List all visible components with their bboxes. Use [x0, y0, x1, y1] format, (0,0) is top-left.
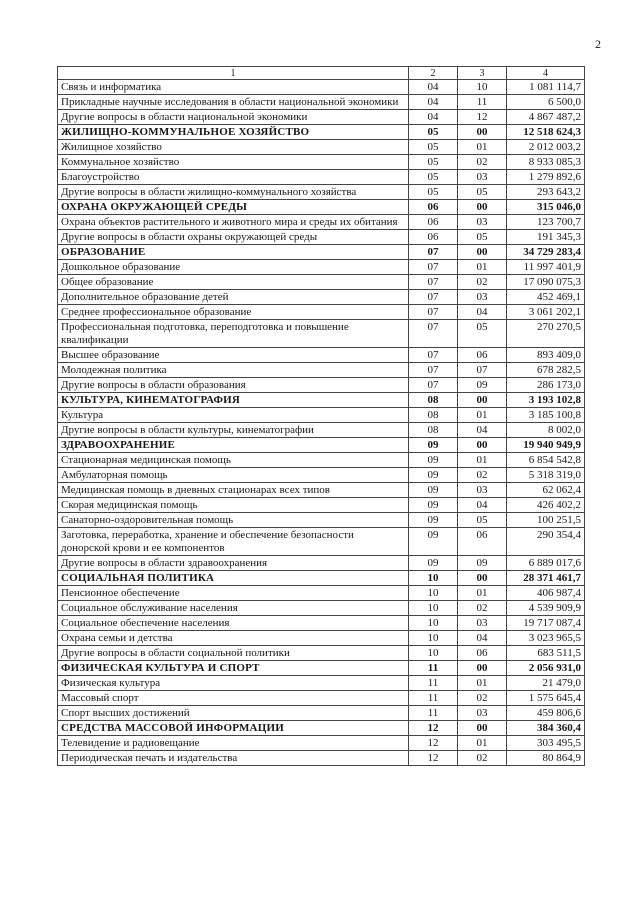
- row-section-code: 08: [409, 408, 458, 423]
- row-section-code: 09: [409, 483, 458, 498]
- table-row: [58, 483, 585, 498]
- row-subsection-code: 02: [458, 275, 507, 290]
- row-amount: 191 345,3: [507, 230, 585, 245]
- table-row: [58, 320, 585, 348]
- row-name: СОЦИАЛЬНАЯ ПОЛИТИКА: [58, 571, 409, 586]
- row-section-code: 07: [409, 363, 458, 378]
- table-row: [58, 631, 585, 646]
- table-row: [58, 408, 585, 423]
- row-section-code: 05: [409, 125, 458, 140]
- section-row: [58, 571, 585, 586]
- row-amount: 452 469,1: [507, 290, 585, 305]
- row-name: Другие вопросы в области образования: [58, 378, 409, 393]
- table-row: [58, 95, 585, 110]
- row-section-code: 12: [409, 736, 458, 751]
- table-row: [58, 260, 585, 275]
- table-row: [58, 140, 585, 155]
- row-section-code: 07: [409, 275, 458, 290]
- row-subsection-code: 06: [458, 348, 507, 363]
- row-amount: 17 090 075,3: [507, 275, 585, 290]
- row-amount: 11 997 401,9: [507, 260, 585, 275]
- row-subsection-code: 09: [458, 378, 507, 393]
- row-subsection-code: 04: [458, 423, 507, 438]
- row-name: ОХРАНА ОКРУЖАЮЩЕЙ СРЕДЫ: [58, 200, 409, 215]
- row-name: Стационарная медицинская помощь: [58, 453, 409, 468]
- row-section-code: 10: [409, 631, 458, 646]
- row-amount: 21 479,0: [507, 676, 585, 691]
- row-section-code: 12: [409, 751, 458, 766]
- row-subsection-code: 01: [458, 260, 507, 275]
- row-name: ЗДРАВООХРАНЕНИЕ: [58, 438, 409, 453]
- table-row: [58, 513, 585, 528]
- row-name: Социальное обслуживание населения: [58, 601, 409, 616]
- row-subsection-code: 06: [458, 528, 507, 556]
- row-section-code: 07: [409, 305, 458, 320]
- budget-table-body: [58, 67, 585, 766]
- row-name: Другие вопросы в области охраны окружающей среды: [58, 230, 409, 245]
- budget-table: [57, 66, 585, 766]
- row-amount: 80 864,9: [507, 751, 585, 766]
- row-name: Медицинская помощь в дневных стационарах всех типов: [58, 483, 409, 498]
- table-row: [58, 215, 585, 230]
- row-amount: 406 987,4: [507, 586, 585, 601]
- table-row: [58, 586, 585, 601]
- row-amount: 6 854 542,8: [507, 453, 585, 468]
- table-row: [58, 498, 585, 513]
- row-name: ФИЗИЧЕСКАЯ КУЛЬТУРА И СПОРТ: [58, 661, 409, 676]
- row-section-code: 05: [409, 185, 458, 200]
- row-amount: 8 002,0: [507, 423, 585, 438]
- row-subsection-code: 05: [458, 230, 507, 245]
- row-subsection-code: 00: [458, 393, 507, 408]
- row-section-code: 09: [409, 498, 458, 513]
- header-col-prz: 3: [458, 67, 507, 80]
- row-section-code: 07: [409, 320, 458, 348]
- row-subsection-code: 09: [458, 556, 507, 571]
- row-section-code: 10: [409, 646, 458, 661]
- row-amount: 893 409,0: [507, 348, 585, 363]
- table-row: [58, 348, 585, 363]
- table-row: [58, 290, 585, 305]
- table-row: [58, 528, 585, 556]
- table-row: [58, 736, 585, 751]
- row-name: Телевидение и радиовещание: [58, 736, 409, 751]
- row-subsection-code: 04: [458, 498, 507, 513]
- row-section-code: 10: [409, 601, 458, 616]
- row-section-code: 12: [409, 721, 458, 736]
- row-subsection-code: 00: [458, 125, 507, 140]
- row-amount: 123 700,7: [507, 215, 585, 230]
- page-number: 2: [595, 37, 601, 51]
- row-name: Дошкольное образование: [58, 260, 409, 275]
- row-amount: 270 270,5: [507, 320, 585, 348]
- row-amount: 28 371 461,7: [507, 571, 585, 586]
- row-subsection-code: 01: [458, 736, 507, 751]
- row-subsection-code: 00: [458, 571, 507, 586]
- table-row: [58, 751, 585, 766]
- row-subsection-code: 03: [458, 215, 507, 230]
- row-subsection-code: 03: [458, 706, 507, 721]
- row-section-code: 06: [409, 215, 458, 230]
- row-amount: 459 806,6: [507, 706, 585, 721]
- table-row: [58, 230, 585, 245]
- row-amount: 5 318 319,0: [507, 468, 585, 483]
- row-amount: 62 062,4: [507, 483, 585, 498]
- row-section-code: 09: [409, 468, 458, 483]
- table-row: [58, 676, 585, 691]
- row-amount: 303 495,5: [507, 736, 585, 751]
- table-row: [58, 453, 585, 468]
- row-section-code: 05: [409, 170, 458, 185]
- row-subsection-code: 03: [458, 616, 507, 631]
- table-row: [58, 468, 585, 483]
- row-name: Среднее профессиональное образование: [58, 305, 409, 320]
- row-subsection-code: 05: [458, 185, 507, 200]
- row-subsection-code: 04: [458, 631, 507, 646]
- row-name: Молодежная политика: [58, 363, 409, 378]
- row-subsection-code: 02: [458, 751, 507, 766]
- row-section-code: 06: [409, 230, 458, 245]
- header-col-sum: 4: [507, 67, 585, 80]
- row-amount: 286 173,0: [507, 378, 585, 393]
- row-name: Другие вопросы в области культуры, кинематографии: [58, 423, 409, 438]
- table-header-row: [58, 67, 585, 80]
- row-subsection-code: 00: [458, 661, 507, 676]
- row-amount: 6 889 017,6: [507, 556, 585, 571]
- row-name: Социальное обеспечение населения: [58, 616, 409, 631]
- row-amount: 19 940 949,9: [507, 438, 585, 453]
- row-amount: 2 012 003,2: [507, 140, 585, 155]
- row-name: Дополнительное образование детей: [58, 290, 409, 305]
- row-section-code: 05: [409, 155, 458, 170]
- row-amount: 1 575 645,4: [507, 691, 585, 706]
- row-section-code: 05: [409, 140, 458, 155]
- row-subsection-code: 01: [458, 453, 507, 468]
- table-row: [58, 691, 585, 706]
- row-amount: 290 354,4: [507, 528, 585, 556]
- row-name: Другие вопросы в области социальной политики: [58, 646, 409, 661]
- row-amount: 19 717 087,4: [507, 616, 585, 631]
- row-section-code: 09: [409, 453, 458, 468]
- row-amount: 3 061 202,1: [507, 305, 585, 320]
- row-subsection-code: 02: [458, 691, 507, 706]
- row-section-code: 07: [409, 348, 458, 363]
- section-row: [58, 661, 585, 676]
- table-row: [58, 706, 585, 721]
- table-row: [58, 363, 585, 378]
- row-name: Жилищное хозяйство: [58, 140, 409, 155]
- row-subsection-code: 11: [458, 95, 507, 110]
- row-amount: 100 251,5: [507, 513, 585, 528]
- row-subsection-code: 00: [458, 200, 507, 215]
- row-subsection-code: 02: [458, 468, 507, 483]
- row-amount: 384 360,4: [507, 721, 585, 736]
- row-amount: 12 518 624,3: [507, 125, 585, 140]
- row-section-code: 09: [409, 513, 458, 528]
- row-subsection-code: 01: [458, 586, 507, 601]
- row-name: Высшее образование: [58, 348, 409, 363]
- section-row: [58, 721, 585, 736]
- row-subsection-code: 00: [458, 245, 507, 260]
- row-subsection-code: 04: [458, 305, 507, 320]
- row-name: Прикладные научные исследования в области национальной экономики: [58, 95, 409, 110]
- row-section-code: 06: [409, 200, 458, 215]
- table-row: [58, 601, 585, 616]
- section-row: [58, 125, 585, 140]
- row-name: Общее образование: [58, 275, 409, 290]
- row-subsection-code: 01: [458, 676, 507, 691]
- row-subsection-code: 03: [458, 483, 507, 498]
- row-subsection-code: 05: [458, 320, 507, 348]
- row-section-code: 11: [409, 661, 458, 676]
- row-amount: 426 402,2: [507, 498, 585, 513]
- row-name: Другие вопросы в области жилищно-коммунального хозяйства: [58, 185, 409, 200]
- row-section-code: 09: [409, 438, 458, 453]
- row-section-code: 10: [409, 616, 458, 631]
- row-section-code: 07: [409, 260, 458, 275]
- row-section-code: 07: [409, 290, 458, 305]
- table-row: [58, 646, 585, 661]
- row-name: Периодическая печать и издательства: [58, 751, 409, 766]
- table-row: [58, 305, 585, 320]
- row-section-code: 04: [409, 110, 458, 125]
- row-section-code: 09: [409, 556, 458, 571]
- row-amount: 293 643,2: [507, 185, 585, 200]
- row-section-code: 08: [409, 423, 458, 438]
- row-subsection-code: 03: [458, 170, 507, 185]
- row-name: КУЛЬТУРА, КИНЕМАТОГРАФИЯ: [58, 393, 409, 408]
- row-amount: 2 056 931,0: [507, 661, 585, 676]
- header-col-rz: 2: [409, 67, 458, 80]
- row-name: Спорт высших достижений: [58, 706, 409, 721]
- row-name: Санаторно-оздоровительная помощь: [58, 513, 409, 528]
- row-name: Массовый спорт: [58, 691, 409, 706]
- row-subsection-code: 07: [458, 363, 507, 378]
- table-row: [58, 80, 585, 95]
- table-row: [58, 185, 585, 200]
- row-name: ОБРАЗОВАНИЕ: [58, 245, 409, 260]
- row-amount: 4 867 487,2: [507, 110, 585, 125]
- row-name: Охрана объектов растительного и животного мира и среды их обитания: [58, 215, 409, 230]
- table-row: [58, 110, 585, 125]
- row-name: Связь и информатика: [58, 80, 409, 95]
- row-section-code: 11: [409, 676, 458, 691]
- row-section-code: 07: [409, 378, 458, 393]
- row-name: Другие вопросы в области национальной экономики: [58, 110, 409, 125]
- row-section-code: 11: [409, 706, 458, 721]
- table-row: [58, 378, 585, 393]
- table-row: [58, 556, 585, 571]
- table-row: [58, 423, 585, 438]
- row-name: Культура: [58, 408, 409, 423]
- row-name: Скорая медицинская помощь: [58, 498, 409, 513]
- row-amount: 4 539 909,9: [507, 601, 585, 616]
- row-section-code: 09: [409, 528, 458, 556]
- row-name: Благоустройство: [58, 170, 409, 185]
- row-subsection-code: 01: [458, 408, 507, 423]
- row-amount: 8 933 085,3: [507, 155, 585, 170]
- row-name: Коммунальное хозяйство: [58, 155, 409, 170]
- row-amount: 3 023 965,5: [507, 631, 585, 646]
- row-amount: 315 046,0: [507, 200, 585, 215]
- row-name: Заготовка, переработка, хранение и обеспечение безопасности донорской крови и ее компонентов: [58, 528, 409, 556]
- row-name: ЖИЛИЩНО-КОММУНАЛЬНОЕ ХОЗЯЙСТВО: [58, 125, 409, 140]
- row-name: Физическая культура: [58, 676, 409, 691]
- row-section-code: 10: [409, 586, 458, 601]
- row-subsection-code: 03: [458, 290, 507, 305]
- row-section-code: 04: [409, 95, 458, 110]
- section-row: [58, 393, 585, 408]
- row-subsection-code: 05: [458, 513, 507, 528]
- row-name: СРЕДСТВА МАССОВОЙ ИНФОРМАЦИИ: [58, 721, 409, 736]
- table-row: [58, 170, 585, 185]
- row-section-code: 07: [409, 245, 458, 260]
- row-subsection-code: 02: [458, 155, 507, 170]
- row-subsection-code: 06: [458, 646, 507, 661]
- row-subsection-code: 00: [458, 721, 507, 736]
- table-row: [58, 275, 585, 290]
- table-row: [58, 616, 585, 631]
- row-amount: 1 279 892,6: [507, 170, 585, 185]
- row-amount: 34 729 283,4: [507, 245, 585, 260]
- row-section-code: 04: [409, 80, 458, 95]
- row-amount: 678 282,5: [507, 363, 585, 378]
- row-name: Амбулаторная помощь: [58, 468, 409, 483]
- row-name: Охрана семьи и детства: [58, 631, 409, 646]
- row-name: Другие вопросы в области здравоохранения: [58, 556, 409, 571]
- row-amount: 683 511,5: [507, 646, 585, 661]
- section-row: [58, 438, 585, 453]
- row-section-code: 11: [409, 691, 458, 706]
- header-col-name: 1: [58, 67, 409, 80]
- row-subsection-code: 01: [458, 140, 507, 155]
- row-amount: 1 081 114,7: [507, 80, 585, 95]
- row-subsection-code: 10: [458, 80, 507, 95]
- table-row: [58, 155, 585, 170]
- row-section-code: 08: [409, 393, 458, 408]
- section-row: [58, 200, 585, 215]
- section-row: [58, 245, 585, 260]
- row-amount: 3 185 100,8: [507, 408, 585, 423]
- row-name: Профессиональная подготовка, переподготовка и повышение квалификации: [58, 320, 409, 348]
- row-name: Пенсионное обеспечение: [58, 586, 409, 601]
- row-amount: 6 500,0: [507, 95, 585, 110]
- row-amount: 3 193 102,8: [507, 393, 585, 408]
- row-section-code: 10: [409, 571, 458, 586]
- row-subsection-code: 00: [458, 438, 507, 453]
- row-subsection-code: 02: [458, 601, 507, 616]
- row-subsection-code: 12: [458, 110, 507, 125]
